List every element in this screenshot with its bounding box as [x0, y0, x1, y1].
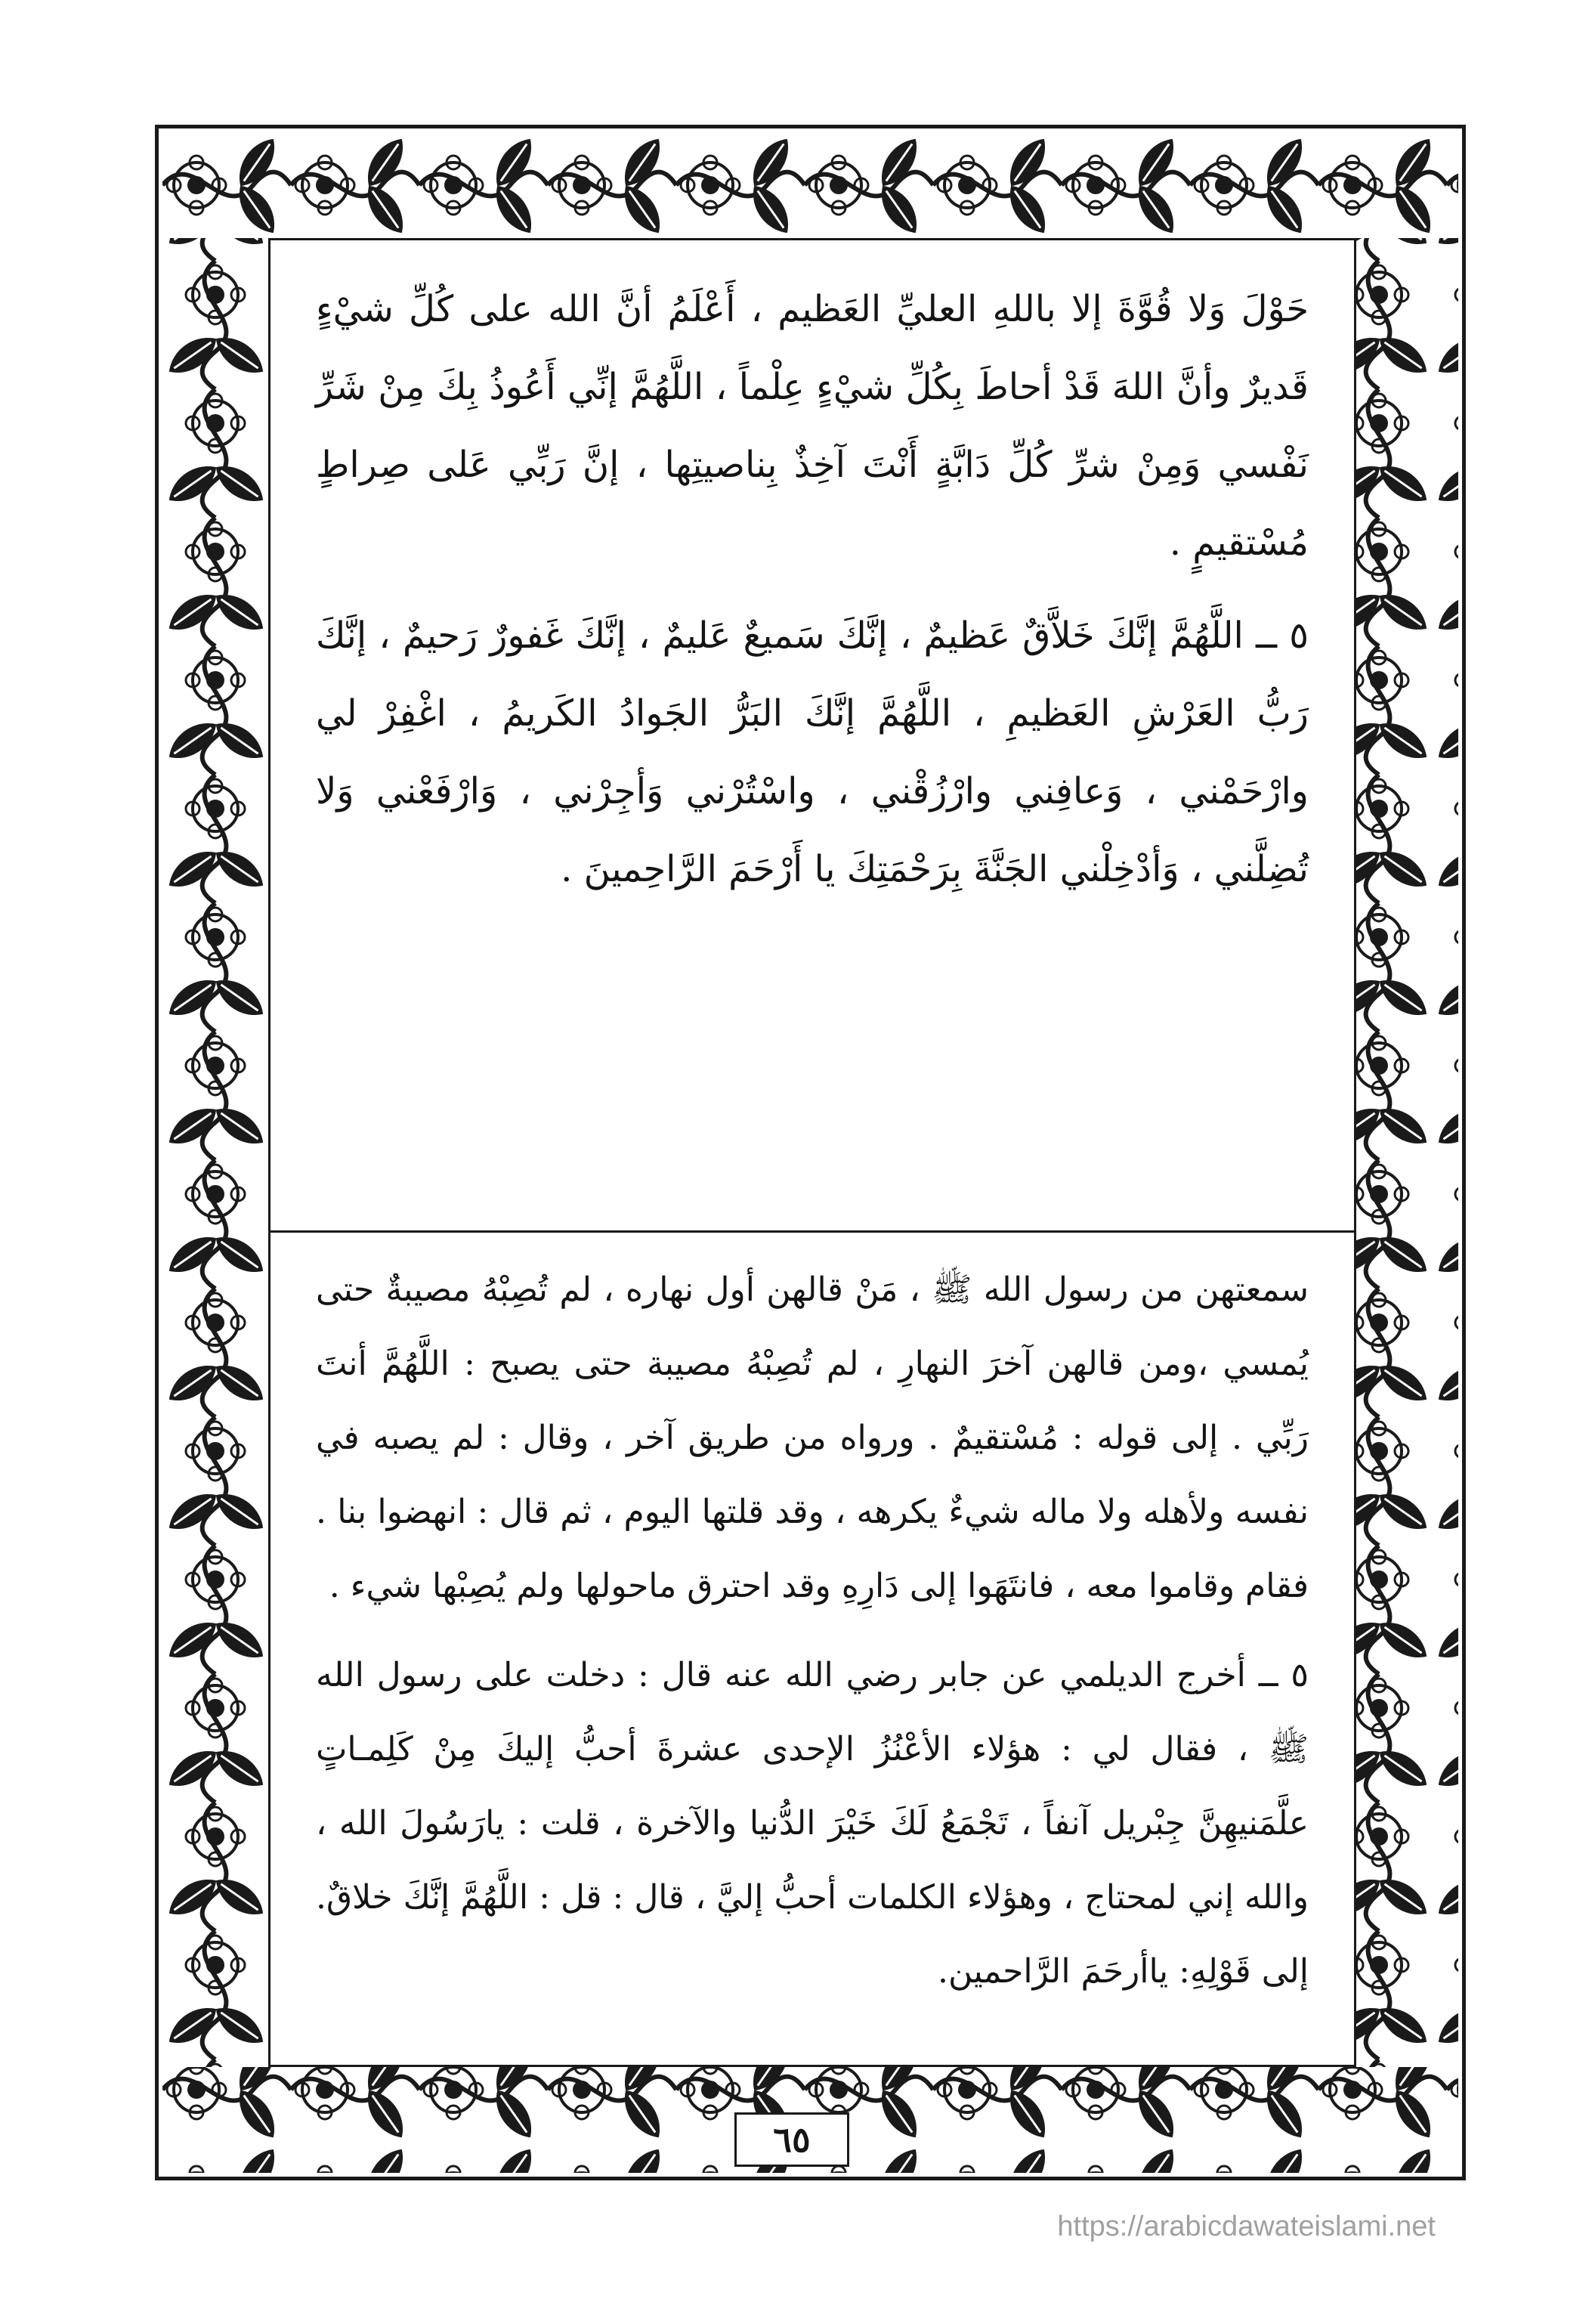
source-watermark: https://arabicdawateislami.net [1057, 2211, 1436, 2242]
commentary-paragraph: ٥ ــ أخرج الديلمي عن جابر رضي الله عنه قال : دخلت على رسول الله ﷺ ، فقال لي : هؤلاء الأعْنُزُ الإحدى عشرةَ أحبُّ إليكَ مِنْ كَلِمـاتٍ علَّمَنيهِنَّ جِبْريل آنفاً ، تَجْمَعُ لَكَ خَيْرَ الدُّنيا والآخرة ، قلت : يارَسُولَ الله ، والله إني لمحتاج ، وهؤلاء الكلمات أحبُّ إليَّ ، قال : قل : اللَّهُمَّ إنَّكَ خلاقٌ. إلى قَوْلِهِ: ياأرحَمَ الرَّاحمين. [316, 1656, 1309, 1991]
commentary-paragraph: سمعتهن من رسول الله ﷺ ، مَنْ قالهن أول نهاره ، لم تُصِبْهُ مصيبةٌ حتى يُمسي ،ومن قالهن آخرَ النهارِ ، لم تُصِبْهُ مصيبة حتى يصبح : اللَّهُمَّ أنتَ رَبِّي . إلى قوله : مُسْتقيمٌ . ورواه من طريق آخر ، وقال : لم يصبه في نفسه ولأهله ولا ماله شيءٌ يكرهه ، وقد قلتها اليوم ، ثم قال : انهضوا بنا . فقام وقاموا معه ، فانتَهَوا إلى دَارِهِ وقد احترق ماحولها ولم يُصِبْها شيء . [316, 1270, 1309, 1605]
prayer-paragraph: ٥ ــ اللَّهُمَّ إنَّكَ خَلاَّقٌ عَظيمٌ ، إنَّكَ سَميعٌ عَليمٌ ، إنَّكَ غَفورٌ رَحيمٌ ، إنَّكَ رَبُّ العَرْشِ العَظيمِ ، اللَّهُمَّ إنَّكَ البَرُّ الجَوادُ الكَريمُ ، اغْفِرْ لي وارْحَمْني ، وَعافِني وارْزُقْني ، واسْتُرْني وَأجِرْني ، وَارْفَعْني وَلا تُضِلَّني ، وَأدْخِلْني الجَنَّةَ بِرَحْمَتِكَ يا أَرْحَمَ الرَّاحِمينَ . [316, 614, 1309, 890]
page-number: ٦٥ [734, 2112, 849, 2167]
commentary-text-section [316, 1253, 1309, 2009]
text-panel [268, 238, 1356, 2067]
section-divider [270, 1230, 1354, 1233]
prayer-text-section [316, 271, 1309, 908]
prayer-paragraph: حَوْلَ وَلا قُوَّةَ إلا باللهِ العليِّ العَظيم ، أَعْلَمُ أنَّ الله على كُلِّ شيْءٍ قَديرٌ وأنَّ اللهَ قَدْ أحاطَ بِكُلِّ شيْءٍ عِلْماً ، اللَّهُمَّ إنِّي أَعُوذُ بِكَ مِنْ شَرِّ نَفْسي وَمِنْ شرِّ كُلِّ دَابَّةٍ أَنْتَ آخِذٌ بِناصيتِها ، إنَّ رَبِّي عَلى صِراطٍ مُسْتقيمٍ . [316, 288, 1309, 564]
